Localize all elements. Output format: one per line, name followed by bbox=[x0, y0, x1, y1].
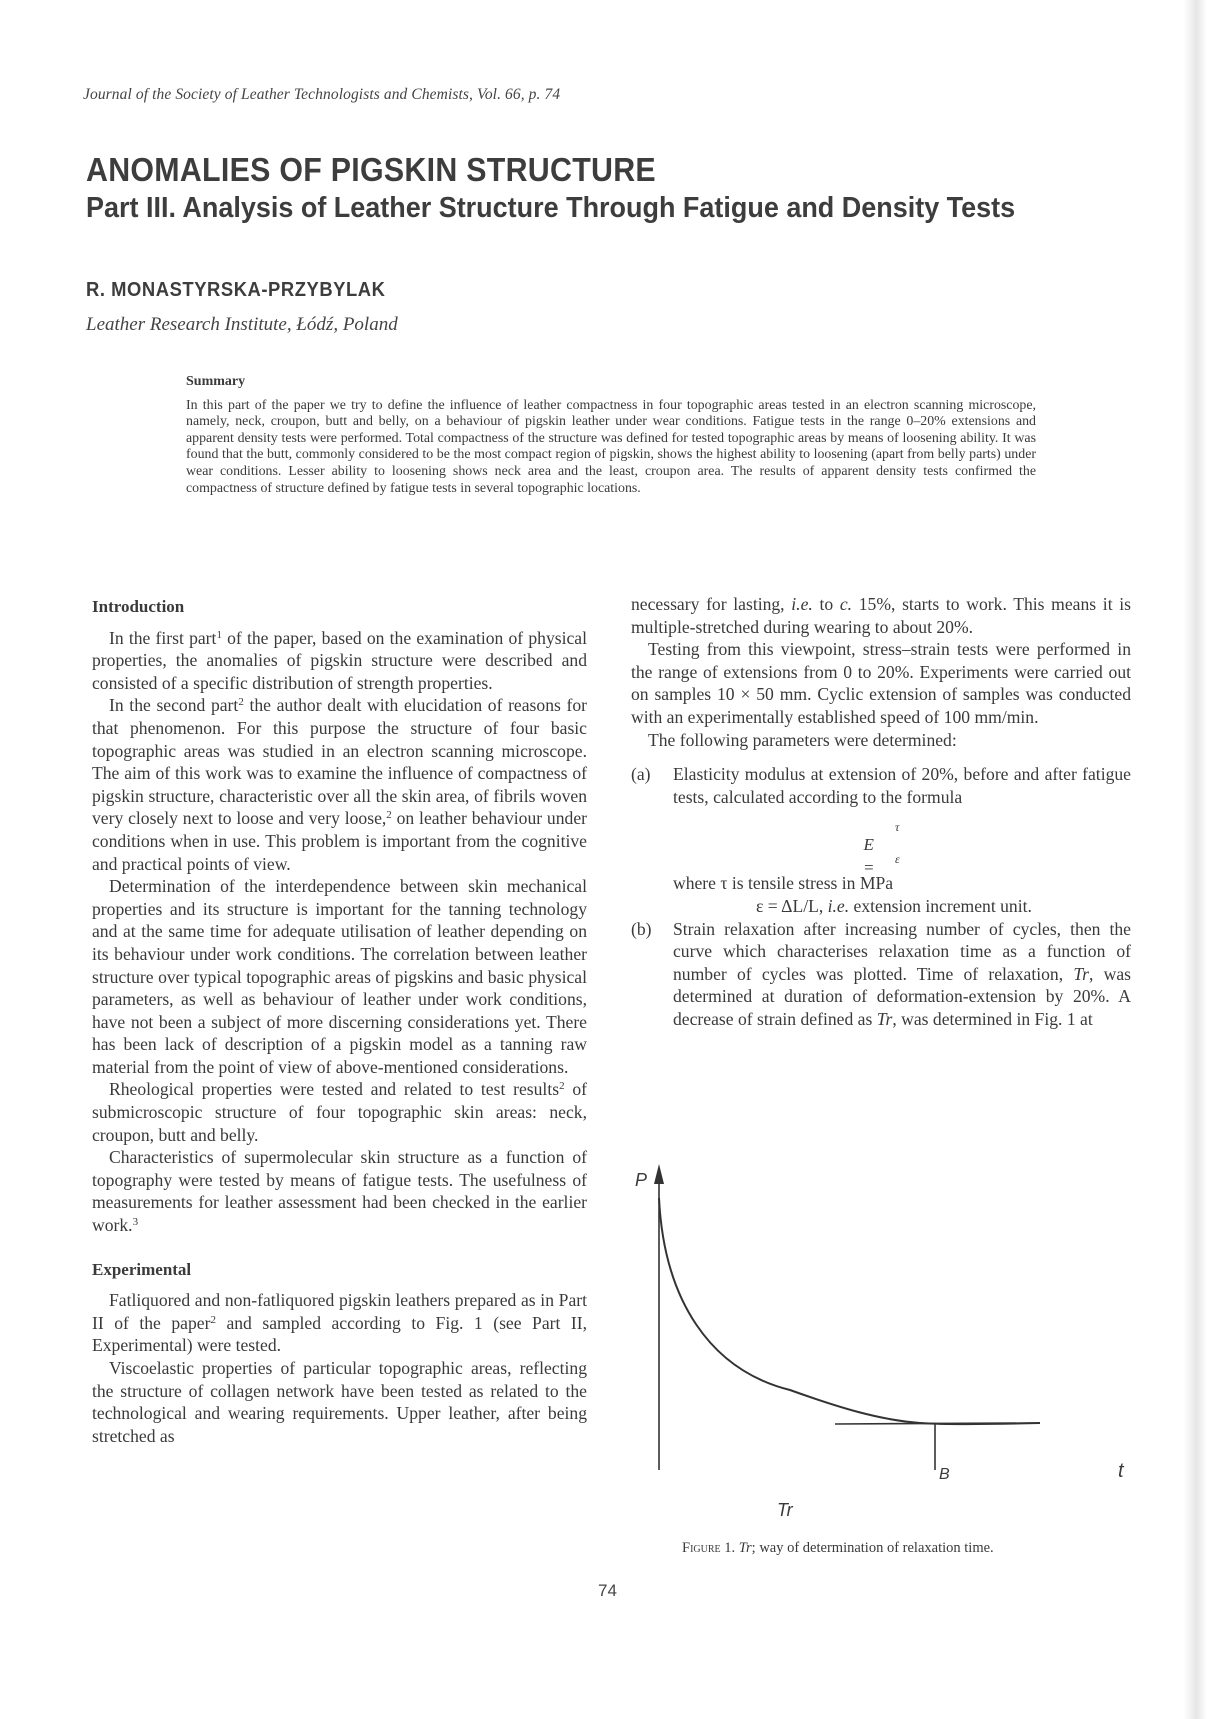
right-paragraph-3: The following parameters were determined: bbox=[648, 729, 957, 750]
intro-paragraph-1 bbox=[92, 627, 587, 695]
paper-title: ANOMALIES OF PIGSKIN STRUCTURE bbox=[86, 151, 656, 188]
paper-subtitle: Part III. Analysis of Leather Structure Through Fatigue and Density Tests bbox=[86, 192, 1016, 224]
text-run: and sampled according to Fig. 1 (see Part II, Experimental) were tested. bbox=[92, 1312, 587, 1356]
summary-heading: Summary bbox=[186, 374, 246, 389]
introduction-heading: Introduction bbox=[92, 597, 185, 616]
figure-caption bbox=[682, 1540, 994, 1557]
intro-paragraph-3: Determination of the interdependence between skin mechanical properties and its structure is important for the tanning technology and at the same time for adequate utilisation of leather depending on its behaviour under work conditions. The correlation between leather structure over typical topographic areas of pigskins and basic physical parameters, as well as behaviour of leather under work conditions, have not been a subject of more discerning considerations yet. There has been lack of description of a pigskin model as a tanning raw material from the point of view of above-mentioned considerations. bbox=[92, 876, 587, 1077]
text-run: In the second part bbox=[109, 695, 239, 716]
italic-symbol: Tr bbox=[1073, 963, 1089, 984]
text-run: the author dealt with elucidation of reasons for that phenomenon. For this purpose the structure of four basic topographic areas was studied in an electron scanning microscope. The aim of this work was to examine the influence of compactness of pigskin structure, characteristic over all the skin area, of fibrils woven very closely next to loose and very loose, bbox=[92, 695, 587, 829]
page-number: 74 bbox=[598, 1581, 617, 1600]
relaxation-curve bbox=[659, 1198, 1040, 1424]
italic-symbol: Tr bbox=[876, 1008, 893, 1029]
formula-denominator: ε bbox=[895, 852, 900, 867]
text-run: , was determined in Fig. 1 at bbox=[892, 1008, 1093, 1029]
caption-symbol: Tr bbox=[738, 1540, 752, 1556]
text-run: on leather behaviour under conditions when in use. This problem is important from the cognitive and practical points of view. bbox=[92, 808, 587, 874]
footnote-ref: 2 bbox=[210, 1313, 216, 1326]
section-gap bbox=[92, 1237, 587, 1259]
text-run: Strain relaxation after increasing number of cycles, then the curve which characterises relaxation time as a function of number of cycles was plotted. Time of relaxation, bbox=[673, 918, 1131, 984]
formula-where-1: where τ is tensile stress in MPa bbox=[673, 873, 894, 894]
figure-1-relaxation-diagram bbox=[620, 1150, 1140, 1520]
spacer bbox=[631, 751, 1131, 763]
right-column bbox=[631, 593, 1131, 1031]
list-item-b bbox=[631, 918, 1131, 1031]
list-label: (b) bbox=[631, 918, 652, 939]
p-axis-arrowhead bbox=[654, 1164, 664, 1184]
caption-text: ; way of determination of relaxation time. bbox=[751, 1540, 994, 1556]
footnote-ref: 2 bbox=[238, 696, 244, 709]
text-run: 15%, starts to work. This means it is multiple-stretched during wearing to about 20%. bbox=[631, 594, 1132, 637]
text-run: to bbox=[812, 594, 840, 614]
text-run: , was determined at duration of deformation-extension by 20%. A decrease of strain defined as bbox=[673, 963, 1131, 1029]
text-run: of the paper, based on the examination of physical properties, the anomalies of pigskin structure were described and consisted of a specific distribution of strength properties. bbox=[92, 627, 587, 693]
footnote-ref: 2 bbox=[559, 1080, 565, 1093]
italic-abbrev: c. bbox=[839, 594, 853, 614]
list-label: (a) bbox=[631, 764, 651, 785]
formula-lhs: E = bbox=[863, 835, 875, 877]
text-run: Characteristics of supermolecular skin structure as a function of topography were tested by means of fatigue tests. The usefulness of measurements for leather assessment had been checked in the earlier work. bbox=[92, 1147, 587, 1236]
text-run: of submicroscopic structure of four topographic skin areas: neck, croupon, butt and belly. bbox=[92, 1079, 587, 1145]
intro-paragraph-2 bbox=[92, 694, 587, 875]
author-name: R. MONASTYRSKA-PRZYBYLAK bbox=[86, 279, 386, 301]
experimental-paragraph-1 bbox=[92, 1289, 587, 1357]
footnote-ref: 2 bbox=[386, 809, 392, 822]
elasticity-formula bbox=[631, 816, 1131, 877]
caption-prefix: Figure 1. bbox=[682, 1540, 736, 1556]
left-column bbox=[92, 596, 587, 1447]
summary-text: In this part of the paper we try to define the influence of leather compactness in four topographic areas tested in an electron scanning microscope, namely, neck, croupon, butt and belly, on a behaviour of pigskin leather under wear conditions. Fatigue tests in the range 0–20% extensions and apparent density tests were performed. Total compactness of the structure was defined for tested topographic areas by means of loosening ability. It was found that the butt, commonly considered to be the most compact region of pigskin, shows the highest ability to loosening (apart from belly parts) under wear conditions. Lesser ability to loosening shows neck area and the least, croupon area. The results of apparent density tests confirmed the compactness of structure defined by fatigue tests in several topographic locations. bbox=[186, 397, 1036, 496]
page-edge-shadow bbox=[1183, 0, 1207, 1719]
experimental-heading: Experimental bbox=[92, 1259, 192, 1279]
italic-abbrev: i.e. bbox=[827, 895, 850, 916]
running-head: Journal of the Society of Leather Technologists and Chemists, Vol. 66, p. 74 bbox=[83, 86, 561, 103]
formula-numerator: τ bbox=[895, 820, 900, 835]
text-run: Fatliquored and non-fatliquored pigskin leathers prepared as in Part II of the paper bbox=[92, 1290, 587, 1333]
intro-paragraph-5 bbox=[92, 1146, 587, 1236]
text-run: ε = ΔL/L, bbox=[756, 895, 828, 916]
asymptote-line bbox=[835, 1423, 1040, 1424]
relaxation-curve-svg bbox=[620, 1150, 1140, 1470]
intro-paragraph-4 bbox=[92, 1078, 587, 1146]
text-run: Rheological properties were tested and related to test results bbox=[109, 1079, 560, 1100]
right-paragraph-1 bbox=[631, 593, 1131, 638]
text-run: extension increment unit. bbox=[849, 895, 1032, 916]
right-paragraph-2: Testing from this viewpoint, stress–strain tests were performed in the range of extensions from 0 to 20%. Experiments were carried out on samples 10 × 50 mm. Cyclic extension of samples was conducted with an experimentally established speed of 100 mm/min. bbox=[631, 639, 1131, 727]
footnote-ref: 3 bbox=[132, 1215, 139, 1228]
list-item-a bbox=[631, 763, 1131, 808]
summary-block bbox=[186, 374, 1036, 497]
experimental-paragraph-2: Viscoelastic properties of particular topographic areas, reflecting the structure of collagen network have been tested as related to the technological and wearing requirements. Upper leather, after being stretched as bbox=[92, 1358, 587, 1446]
text-run: necessary for lasting, bbox=[631, 594, 792, 614]
point-b-label: B bbox=[939, 1466, 950, 1483]
author-affiliation: Leather Research Institute, Łódź, Poland bbox=[86, 314, 398, 335]
footnote-ref: 1 bbox=[216, 628, 222, 641]
tr-interval-label: Tr bbox=[777, 1500, 793, 1520]
text-run: In the first part bbox=[109, 627, 217, 648]
p-axis-label: P bbox=[635, 1170, 648, 1190]
list-text: Elasticity modulus at extension of 20%, before and after fatigue tests, calculated according to the formula bbox=[673, 764, 1131, 807]
t-axis-label: t bbox=[1118, 1460, 1124, 1482]
italic-abbrev: i.e. bbox=[791, 594, 813, 614]
formula-where-2 bbox=[631, 895, 1131, 918]
